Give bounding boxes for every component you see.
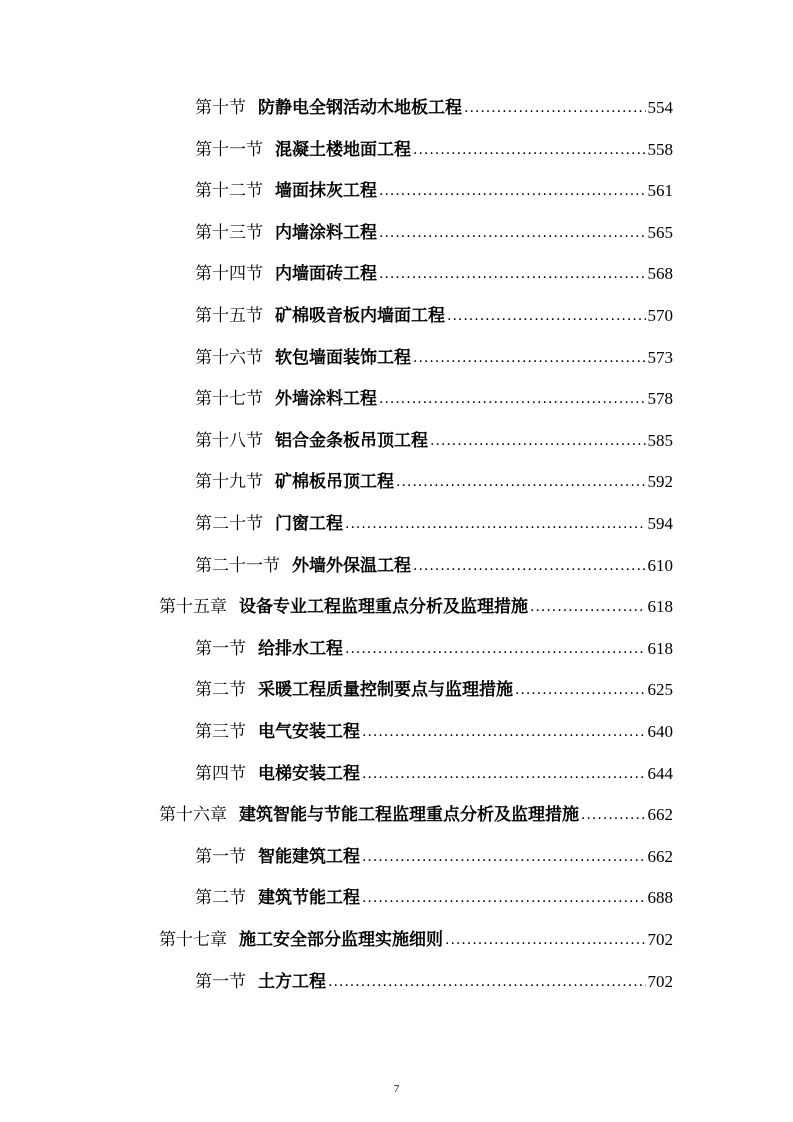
toc-entry-page: 644 (647, 763, 673, 783)
toc-entry-title: 设备专业工程监理重点分析及监理措施 (239, 597, 528, 618)
toc-entry-title: 混凝土楼地面工程 (275, 139, 411, 160)
toc-entry-number: 第十一节 (195, 139, 263, 160)
dot-leader (328, 962, 646, 1002)
toc-entry-page: 625 (647, 680, 673, 700)
toc-entry[interactable] (195, 878, 673, 918)
toc-entry[interactable] (195, 962, 673, 1002)
toc-entry-title: 外墙外保温工程 (292, 555, 411, 576)
toc-entry-title: 矿棉吸音板内墙面工程 (275, 306, 445, 326)
toc-entry[interactable] (195, 88, 673, 128)
toc-entry-number: 第十六节 (195, 347, 263, 368)
dot-leader (530, 587, 646, 627)
toc-entry[interactable] (195, 379, 673, 419)
toc-entry-page: 662 (647, 846, 673, 866)
toc-entry-number: 第十二节 (195, 181, 263, 202)
toc-entry[interactable] (195, 546, 673, 586)
toc-entry[interactable] (195, 462, 673, 502)
dot-leader (515, 670, 646, 710)
toc-entry-title: 建筑节能工程 (258, 888, 360, 909)
dot-leader (413, 130, 646, 170)
dot-leader (379, 171, 646, 211)
toc-entry[interactable] (195, 504, 673, 544)
toc-entry-number: 第四节 (195, 763, 246, 784)
toc-entry-title: 软包墙面装饰工程 (275, 347, 411, 368)
toc-entry-number: 第一节 (195, 971, 246, 992)
toc-entry-title: 矿棉板吊顶工程 (275, 472, 394, 493)
toc-entry[interactable] (195, 213, 673, 253)
toc-entry-number: 第十五章 (159, 597, 227, 618)
toc-entry[interactable] (195, 712, 673, 752)
toc-entry-page: 568 (647, 264, 673, 284)
dot-leader (362, 754, 646, 794)
toc-entry-number: 第二节 (195, 888, 246, 909)
dot-leader (464, 88, 646, 128)
toc-entry-page: 573 (647, 347, 673, 367)
toc-entry-title: 给排水工程 (258, 638, 343, 659)
toc-entry-page: 554 (647, 98, 673, 117)
toc-entry-title: 防静电全钢活动木地板工程 (258, 98, 462, 118)
toc-entry-page: 618 (647, 597, 673, 617)
toc-entry-number: 第十七节 (195, 389, 263, 410)
toc-entry[interactable] (195, 338, 673, 378)
toc-entry[interactable] (195, 837, 673, 877)
toc-entry-page: 558 (647, 139, 673, 159)
toc-entry-title: 建筑智能与节能工程监理重点分析及监理措施 (239, 805, 579, 826)
dot-leader (345, 629, 646, 669)
toc-entry-title: 外墙涂料工程 (275, 389, 377, 410)
dot-leader (413, 546, 646, 586)
dot-leader (581, 795, 646, 835)
toc-entry-number: 第十四节 (195, 264, 263, 285)
dot-leader (362, 878, 646, 918)
toc-entry-page: 610 (647, 555, 673, 575)
toc-entry-title: 内墙面砖工程 (275, 264, 377, 285)
toc-entry-page: 702 (647, 971, 673, 991)
toc-entry[interactable] (195, 130, 673, 170)
toc-entry-page: 592 (647, 472, 673, 492)
toc-chapter-entry[interactable] (159, 920, 673, 960)
toc-entry-page: 570 (647, 306, 673, 325)
toc-entry-title: 电气安装工程 (258, 722, 360, 742)
toc-entry-page: 688 (647, 888, 673, 908)
toc-entry-page: 594 (647, 514, 673, 533)
toc-entry-page: 618 (647, 638, 673, 658)
toc-entry-number: 第一节 (195, 638, 246, 659)
toc-entry-number: 第十节 (195, 98, 246, 118)
toc-entry-number: 第三节 (195, 722, 246, 742)
toc-entry-title: 铝合金条板吊顶工程 (275, 430, 428, 451)
toc-entry[interactable] (195, 670, 673, 710)
toc-entry-title: 采暖工程质量控制要点与监理措施 (258, 680, 513, 701)
dot-leader (396, 462, 646, 502)
dot-leader (379, 213, 646, 253)
dot-leader (362, 837, 646, 877)
toc-entry-page: 565 (647, 222, 673, 242)
toc-entry-page: 585 (647, 430, 673, 450)
toc-entry-number: 第一节 (195, 846, 246, 867)
toc-entry-number: 第十六章 (159, 805, 227, 826)
toc-entry-page: 702 (647, 930, 673, 949)
toc-entry-number: 第十五节 (195, 306, 263, 326)
toc-entry-title: 墙面抹灰工程 (275, 181, 377, 202)
toc-entry-title: 施工安全部分监理实施细则 (239, 930, 443, 950)
toc-entry-title: 土方工程 (258, 971, 326, 992)
toc-entry-number: 第二节 (195, 680, 246, 701)
toc-entry[interactable] (195, 754, 673, 794)
toc-entry-number: 第二十节 (195, 514, 263, 534)
dot-leader (430, 421, 646, 461)
dot-leader (445, 920, 646, 960)
dot-leader (447, 296, 646, 336)
toc-entry-page: 662 (647, 805, 673, 825)
toc-entry-page: 640 (647, 722, 673, 741)
toc-entry-number: 第十三节 (195, 222, 263, 243)
toc-chapter-entry[interactable] (159, 587, 673, 627)
toc-entry-title: 门窗工程 (275, 514, 343, 534)
toc-entry-number: 第十七章 (159, 930, 227, 950)
toc-entry[interactable] (195, 629, 673, 669)
toc-entry-title: 智能建筑工程 (258, 846, 360, 867)
toc-entry[interactable] (195, 296, 673, 336)
toc-entry-title: 电梯安装工程 (258, 763, 360, 784)
toc-entry[interactable] (195, 421, 673, 461)
toc-entry-number: 第十八节 (195, 430, 263, 451)
dot-leader (362, 712, 646, 752)
dot-leader (413, 338, 646, 378)
toc-chapter-entry[interactable] (159, 795, 673, 835)
toc-entry[interactable] (195, 171, 673, 211)
page-number: 7 (393, 1083, 400, 1095)
toc-entry-page: 578 (647, 389, 673, 409)
toc-entry-page: 561 (647, 181, 673, 201)
dot-leader (345, 504, 646, 544)
dot-leader (379, 254, 646, 294)
toc-entry-number: 第十九节 (195, 472, 263, 493)
toc-entry-number: 第二十一节 (195, 555, 280, 576)
dot-leader (379, 379, 646, 419)
toc-entry-title: 内墙涂料工程 (275, 222, 377, 243)
toc-entry[interactable] (195, 254, 673, 294)
